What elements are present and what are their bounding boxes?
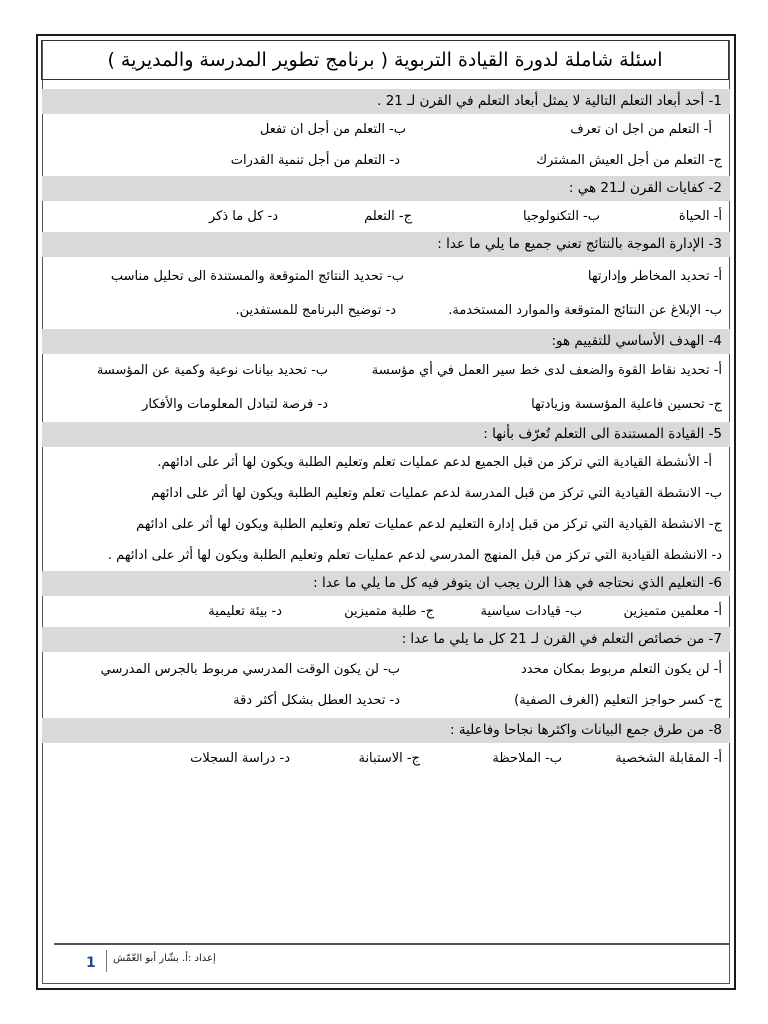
option-a: أ- تحديد المخاطر وإدارتها bbox=[587, 269, 722, 284]
options-row bbox=[42, 257, 730, 293]
question-7: 7- من خصائص التعلم في القرن لـ 21 كل ما يلي ما عدا : bbox=[42, 627, 730, 652]
option-d: د- دراسة السجلات bbox=[190, 751, 290, 766]
option-a: أ- الحياة bbox=[678, 209, 722, 224]
page-title: اسئلة شاملة لدورة القيادة التربوية ( برنامج تطوير المدرسة والمديرية ) bbox=[41, 40, 729, 80]
options-row bbox=[42, 293, 730, 329]
options-row bbox=[42, 388, 730, 422]
option-d: د- كل ما ذكر bbox=[209, 209, 278, 224]
options-row bbox=[42, 743, 730, 774]
option-b: ب- تحديد النتائج المتوقعة والمستندة الى تحليل مناسب bbox=[110, 269, 404, 284]
question-3: 3- الإدارة الموجة بالنتائج تعني جميع ما يلي ما عدا : bbox=[42, 232, 730, 257]
page-number: 1 bbox=[86, 955, 96, 971]
option-d: د- بيئة تعليمية bbox=[208, 604, 282, 619]
questions-container bbox=[42, 89, 730, 774]
options-row bbox=[42, 652, 730, 685]
option-c: ج- الاستبانة bbox=[358, 751, 420, 766]
question-8: 8- من طرق جمع البيانات واكثرها نجاحا وفاعلية : bbox=[42, 718, 730, 743]
option-d: د- التعلم من أجل تنمية القدرات bbox=[230, 153, 400, 168]
option-b: ب- لن يكون الوقت المدرسي مربوط بالجرس المدرسي bbox=[100, 662, 400, 677]
question-6: 6- التعليم الذي نحتاجه في هذا الرن يجب ان يتوفر فيه كل ما يلي ما عدا : bbox=[42, 571, 730, 596]
option-a: أ- الأنشطة القيادية التي تركز من قبل الجميع لدعم عمليات تعلم وتعليم الطلبة ويكون لها أثر على ادائهم. bbox=[157, 455, 712, 470]
options-row bbox=[42, 145, 730, 176]
option-b: ب- التعلم من أجل ان تفعل bbox=[259, 122, 406, 137]
question-4: 4- الهدف الأساسي للتقييم هو: bbox=[42, 329, 730, 354]
option-a: أ- تحديد نقاط القوة والضعف لدى خط سير العمل في أي مؤسسة bbox=[371, 363, 722, 378]
option-d: د- الانشطة القيادية التي تركز من قبل المنهج المدرسي لدعم عمليات تعلم وتعليم الطلبة ويكون لها أثر على ادائهم . bbox=[107, 548, 722, 563]
option-a: أ- المقابلة الشخصية bbox=[615, 751, 722, 766]
option-a: أ- معلمين متميزين bbox=[623, 604, 722, 619]
option-d: د- فرصة لتبادل المعلومات والأفكار bbox=[142, 397, 328, 412]
option-a: أ- لن يكون التعلم مربوط بمكان محدد bbox=[520, 662, 722, 677]
option-b: ب- تحديد بيانات نوعية وكمية عن المؤسسة bbox=[96, 363, 328, 378]
option-b: ب- قيادات سياسية bbox=[480, 604, 582, 619]
question-1: 1- أحد أبعاد التعلم التالية لا يمثل أبعاد التعلم في القرن لـ 21 . bbox=[42, 89, 730, 114]
options-row bbox=[42, 114, 730, 145]
options-row bbox=[42, 354, 730, 388]
option-c: ج- تحسين فاعلية المؤسسة وزيادتها bbox=[531, 397, 722, 412]
option-b: ب- الانشطة القيادية التي تركز من قبل المدرسة لدعم عمليات تعلم وتعليم الطلبة ويكون لها أثر على ادائهم bbox=[151, 486, 722, 501]
question-5: 5- القيادة المستندة الى التعلم تُعرّف بأنها : bbox=[42, 422, 730, 447]
options-row bbox=[42, 685, 730, 718]
option-c: ب- الإبلاغ عن النتائج المتوقعة والموارد المستخدمة. bbox=[448, 303, 722, 318]
options-row bbox=[42, 201, 730, 232]
option-a: أ- التعلم من اجل ان تعرف bbox=[570, 122, 712, 137]
option-b: ب- الملاحظة bbox=[492, 751, 562, 766]
footer-separator bbox=[106, 950, 107, 972]
option-c: ج- التعلم bbox=[364, 209, 412, 224]
options-row bbox=[42, 596, 730, 627]
option-c: ج- التعلم من أجل العيش المشترك bbox=[536, 153, 722, 168]
option-b: ب- التكنولوجيا bbox=[523, 209, 600, 224]
option-c: ج- طلبة متميزين bbox=[344, 604, 434, 619]
option-d: د- توضيح البرنامج للمستفدين. bbox=[235, 303, 396, 318]
author-credit: إعداد :أ. بشّار أبو العّمّش bbox=[113, 953, 216, 964]
footer-divider bbox=[54, 943, 730, 945]
option-c: ج- كسر حواجز التعليم (الغرف الصفية) bbox=[514, 693, 722, 708]
question-2: 2- كفايات القرن لـ21 هي : bbox=[42, 176, 730, 201]
option-d: د- تحديد العطل بشكل أكثر دقة bbox=[233, 693, 400, 708]
option-c: ج- الانشطة القيادية التي تركز من قبل إدارة التعليم لدعم عمليات تعلم وتعليم الطلبة ويكون لها أثر على ادائهم bbox=[136, 517, 722, 532]
